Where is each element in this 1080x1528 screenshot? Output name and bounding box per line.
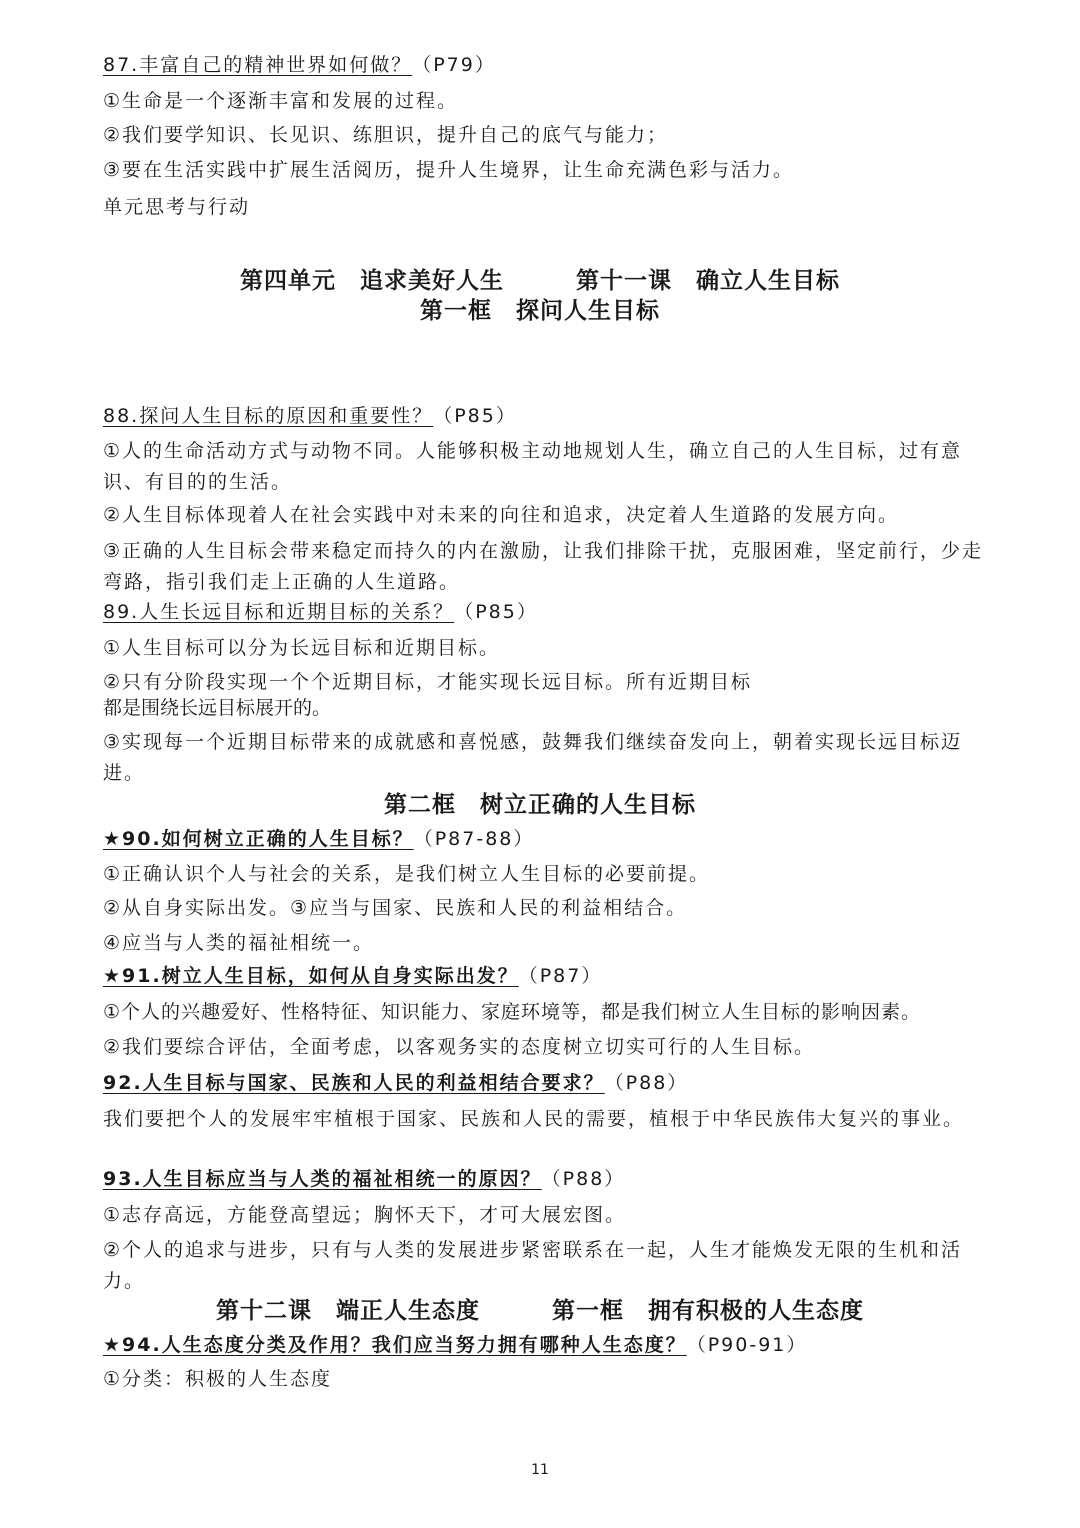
q88-item-1: ①人的生命活动方式与动物不同。人能够积极主动地规划人生，确立自己的人生目标，过有意识、有目的的生活。	[103, 440, 963, 493]
q91-title: ★91.树立人生目标，如何从自身实际出发？	[103, 965, 519, 987]
q92-item-1: 我们要把个人的发展牢牢植根于国家、民族和人民的需要，植根于中华民族伟大复兴的事业。	[103, 1108, 965, 1130]
q92-ref: （P88）	[604, 1072, 689, 1094]
q92-title: 92.人生目标与国家、民族和人民的利益相结合要求？	[103, 1072, 605, 1094]
q88-title: 88.探问人生目标的原因和重要性？	[103, 405, 434, 427]
q90-heading	[103, 824, 990, 855]
q89-ref: （P85）	[454, 601, 538, 623]
unit-lesson-heading: 第四单元 追求美好人生 第十一课 确立人生目标	[240, 268, 840, 294]
q90-ref: （P87-88）	[413, 828, 535, 850]
q88-heading	[103, 401, 990, 432]
q94-title: ★94.人生态度分类及作用？我们应当努力拥有哪种人生态度？	[103, 1334, 687, 1356]
q87-item-2: ②我们要学知识、长见识、练胆识，提升自己的底气与能力；	[103, 124, 669, 146]
q93-title: 93.人生目标应当与人类的福祉相统一的原因？	[103, 1168, 542, 1190]
q91-ref: （P87）	[518, 965, 603, 987]
section-heading-2: 第二框 树立正确的人生目标	[384, 792, 696, 818]
q90-item-3: ④应当与人类的福祉相统一。	[103, 932, 375, 954]
q87-item-1: ①生命是一个逐渐丰富和发展的过程。	[103, 90, 459, 112]
q91-item-2: ②我们要综合评估，全面考虑，以客观务实的态度树立切实可行的人生目标。	[103, 1036, 816, 1058]
q87-heading	[103, 50, 990, 81]
q90-item-1: ①正确认识个人与社会的关系，是我们树立人生目标的必要前提。	[103, 863, 711, 885]
q94-heading	[103, 1330, 990, 1361]
q93-heading	[103, 1164, 990, 1195]
q93-ref: （P88）	[541, 1168, 626, 1190]
q94-item-1: ①分类：积极的人生态度	[103, 1368, 333, 1390]
q90-item-2: ②从自身实际出发。③应当与国家、民族和人民的利益相结合。	[103, 897, 688, 919]
q90-title: ★90.如何树立正确的人生目标？	[103, 828, 414, 850]
section-heading-1: 第一框 探问人生目标	[420, 298, 660, 324]
q91-item-1: ①个人的兴趣爱好、性格特征、知识能力、家庭环境等，都是我们树立人生目标的影响因素。	[103, 1001, 922, 1023]
page-number: 11	[531, 1462, 549, 1478]
q88-item-2: ②人生目标体现着人在社会实践中对未来的向往和追求，决定着人生道路的发展方向。	[103, 504, 900, 526]
q89-item-1: ①人生目标可以分为长远目标和近期目标。	[103, 637, 501, 659]
q89-item-3: ③实现每一个近期目标带来的成就感和喜悦感，鼓舞我们继续奋发向上，朝着实现长远目标迈进。	[103, 731, 963, 784]
lesson12-heading: 第十二课 端正人生态度 第一框 拥有积极的人生态度	[216, 1298, 864, 1324]
q89-item-2: ②只有分阶段实现一个个近期目标，才能实现长远目标。所有近期目标	[103, 671, 753, 693]
q89-title: 89.人生长远目标和近期目标的关系？	[103, 601, 455, 623]
unit-think-action: 单元思考与行动	[103, 196, 251, 218]
q87-ref: （P79）	[412, 54, 496, 76]
q88-ref: （P85）	[433, 405, 517, 427]
q93-item-1: ①志存高远，方能登高望远；胸怀天下，才可大展宏图。	[103, 1204, 627, 1226]
q91-heading	[103, 961, 990, 992]
q93-item-2: ②个人的追求与进步，只有与人类的发展进步紧密联系在一起，人生才能焕发无限的生机和活力。	[103, 1239, 963, 1292]
q89-heading	[103, 597, 990, 628]
q87-item-3: ③要在生活实践中扩展生活阅历，提升人生境界，让生命充满色彩与活力。	[103, 159, 795, 181]
q94-ref: （P90-91）	[686, 1334, 808, 1356]
q88-item-3: ③正确的人生目标会带来稳定而持久的内在激励，让我们排除干扰，克服困难，坚定前行，少走弯路，指引我们走上正确的人生道路。	[103, 540, 984, 593]
q87-title: 87.丰富自己的精神世界如何做？	[103, 54, 413, 76]
q92-heading	[103, 1068, 990, 1099]
q89-item-2-cont: 都是围绕长远目标展开的。	[103, 697, 332, 719]
